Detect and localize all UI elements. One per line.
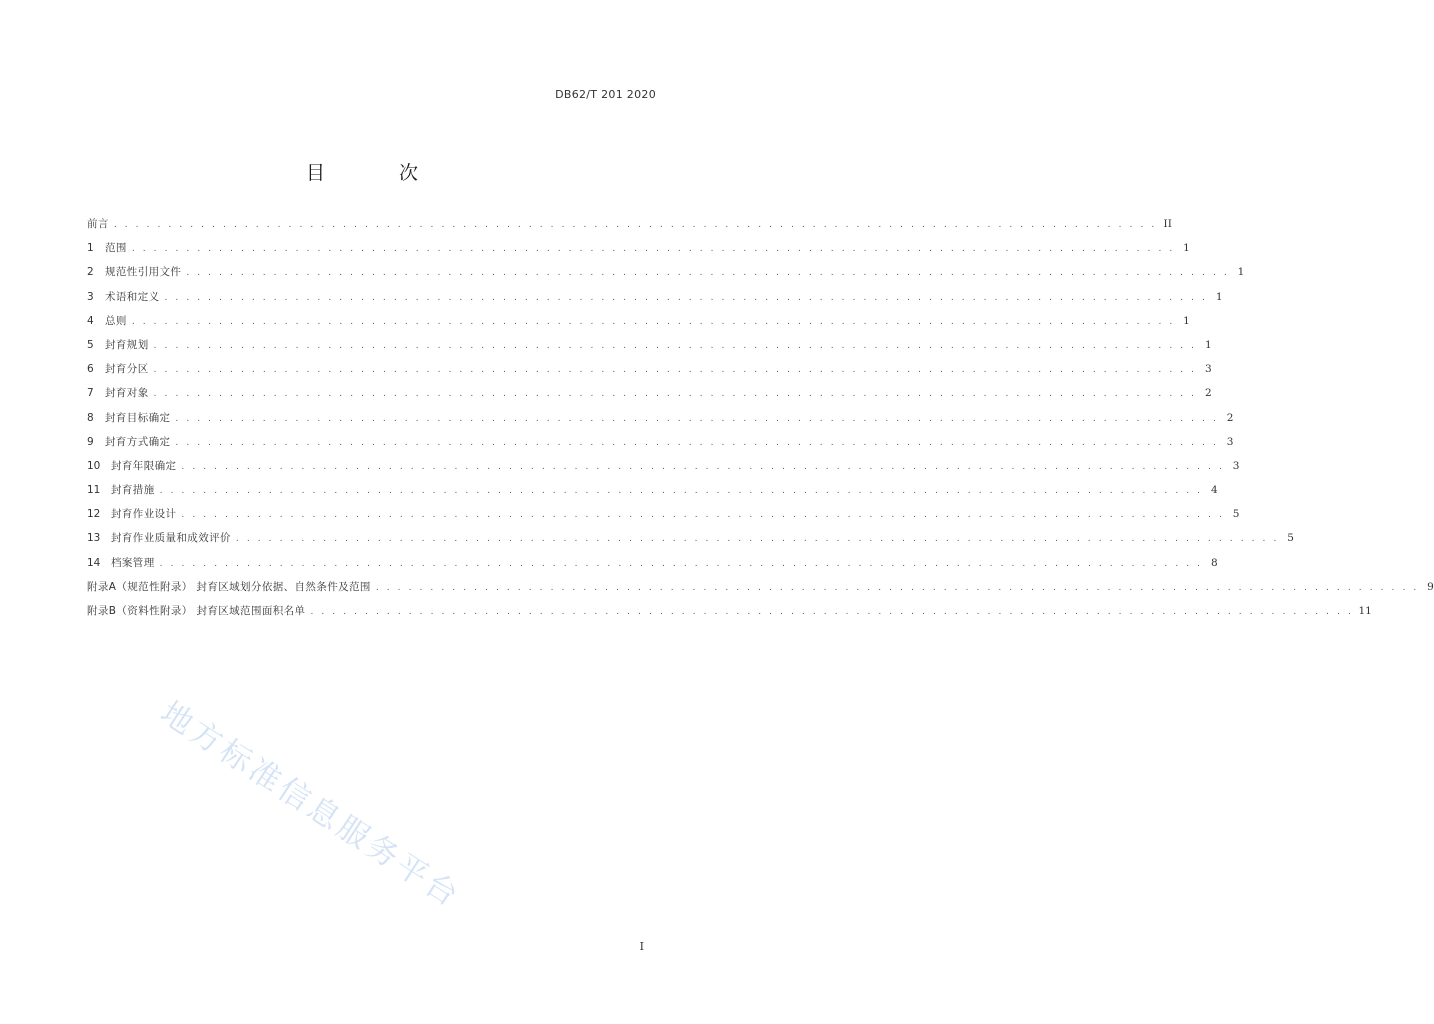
toc-entry-page: 3 [1204,363,1212,376]
toc-entry-appendix-b[interactable] [87,603,1372,627]
toc-entry-label: 封育作业设计 [111,508,177,521]
toc-entry-number: 11 [87,484,101,497]
toc-entry-number: 12 [87,508,101,521]
table-of-contents [87,216,1434,627]
toc-entry-label: 前言 [87,218,109,230]
toc-entry-2[interactable] [87,264,1245,288]
toc-entry-foreword[interactable] [87,216,1172,240]
toc-entry-number: 3 [87,290,94,303]
toc-entry-12[interactable] [87,506,1240,530]
toc-entry-label: 范围 [105,242,127,255]
toc-entry-page: 3 [1232,459,1240,472]
toc-entry-label: 附录A（规范性附录） 封育区域划分依据、自然条件及范围 [87,580,371,593]
toc-entry-page: 4 [1210,484,1218,497]
toc-entry-page: 11 [1358,605,1372,617]
toc-leader-dots: . . . . . . . . . . . . . . . . . . . . . . . . . . . . . . . . . . . . . . . . . . . . . . . . . . . . . . . . . . . . . . . . . . . . . . . . . . . . . . . . . . . . . . . . . . . . . . . . [153,365,1197,376]
toc-entry-page: 1 [1237,266,1245,279]
toc-leader-dots: . . . . . . . . . . . . . . . . . . . . . . . . . . . . . . . . . . . . . . . . . . . . . . . . . . . . . . . . . . . . . . . . . . . . . . . . . . . . . . . . . . . . . . . . . . . . . . . . [181,461,1225,472]
toc-entry-14[interactable] [87,555,1218,579]
toc-entry-label: 规范性引用文件 [105,266,182,279]
toc-entry-label: 档案管理 [111,556,155,569]
toc-entry-label: 封育措施 [111,484,155,497]
toc-entry-page: 2 [1226,411,1234,424]
toc-entry-page: 1 [1183,314,1190,327]
toc-entry-number: 1 [87,242,94,255]
toc-entry-number: 2 [87,266,94,279]
toc-entry-label: 封育分区 [105,363,149,376]
toc-entry-number: 10 [87,459,101,472]
toc-entry-page: 8 [1210,556,1218,569]
toc-entry-appendix-a[interactable] [87,579,1434,603]
toc-leader-dots: . . . . . . . . . . . . . . . . . . . . . . . . . . . . . . . . . . . . . . . . . . . . . . . . . . . . . . . . . . . . . . . . . . . . . . . . . . . . . . . . . . . . . . . . . . . . . . . . [186,268,1230,279]
toc-entry-number: 7 [87,387,94,400]
toc-entry-label: 总则 [105,314,127,327]
toc-entry-page: II [1163,218,1172,230]
toc-title: 目 次 [305,162,453,184]
toc-leader-dots: . . . . . . . . . . . . . . . . . . . . . . . . . . . . . . . . . . . . . . . . . . . . . . . . . . . . . . . . . . . . . . . . . . . . . . . . . . . . . . . . . . . . . . . . . . . . . . . . [159,486,1203,497]
toc-entry-1[interactable] [87,240,1190,264]
toc-entry-page: 9 [1427,580,1434,593]
toc-leader-dots: . . . . . . . . . . . . . . . . . . . . . . . . . . . . . . . . . . . . . . . . . . . . . . . . . . . . . . . . . . . . . . . . . . . . . . . . . . . . . . . . . . . . . . . . . . . . . . . . [175,437,1219,448]
toc-entry-page: 1 [1183,242,1190,255]
document-code: DB62/T 201 2020 [555,88,656,101]
toc-entry-page: 1 [1204,338,1212,351]
toc-entry-label: 封育对象 [105,387,149,400]
toc-entry-label: 术语和定义 [105,290,160,303]
toc-entry-5[interactable] [87,337,1212,361]
toc-entry-10[interactable] [87,458,1240,482]
toc-entry-4[interactable] [87,313,1190,337]
toc-leader-dots: . . . . . . . . . . . . . . . . . . . . . . . . . . . . . . . . . . . . . . . . . . . . . . . . . . . . . . . . . . . . . . . . . . . . . . . . . . . . . . . . . . . . . . . . . . . . . . . . [153,389,1197,400]
toc-leader-dots: . . . . . . . . . . . . . . . . . . . . . . . . . . . . . . . . . . . . . . . . . . . . . . . . . . . . . . . . . . . . . . . . . . . . . . . . . . . . . . . . . . . . . . . . . . . . . . . . [235,534,1279,545]
toc-entry-number: 13 [87,532,101,545]
toc-entry-6[interactable] [87,361,1212,385]
toc-leader-dots: . . . . . . . . . . . . . . . . . . . . . . . . . . . . . . . . . . . . . . . . . . . . . . . . . . . . . . . . . . . . . . . . . . . . . . . . . . . . . . . . . . . . . . . . . . . . . . . . [131,316,1175,327]
page-number: I [639,940,644,953]
toc-entry-page: 5 [1232,508,1240,521]
toc-entry-label: 封育年限确定 [111,459,177,472]
toc-leader-dots: . . . . . . . . . . . . . . . . . . . . . . . . . . . . . . . . . . . . . . . . . . . . . . . . . . . . . . . . . . . . . . . . . . . . . . . . . . . . . . . . . . . . . . . . . . . . . . . . [113,220,1157,230]
toc-leader-dots: . . . . . . . . . . . . . . . . . . . . . . . . . . . . . . . . . . . . . . . . . . . . . . . . . . . . . . . . . . . . . . . . . . . . . . . . . . . . . . . . . . . . . . . . . . . . . . . . [375,582,1419,593]
toc-entry-number: 6 [87,363,94,376]
toc-entry-page: 1 [1215,290,1223,303]
toc-leader-dots: . . . . . . . . . . . . . . . . . . . . . . . . . . . . . . . . . . . . . . . . . . . . . . . . . . . . . . . . . . . . . . . . . . . . . . . . . . . . . . . . . . . . . . . . . . . . . . . . [159,558,1203,569]
toc-entry-label: 附录B（资料性附录） 封育区域范围面积名单 [87,605,306,617]
toc-leader-dots: . . . . . . . . . . . . . . . . . . . . . . . . . . . . . . . . . . . . . . . . . . . . . . . . . . . . . . . . . . . . . . . . . . . . . . . . . . . . . . . . . . . . . . . . . . . . . . . . [164,292,1208,303]
toc-entry-page: 3 [1226,435,1234,448]
toc-leader-dots: . . . . . . . . . . . . . . . . . . . . . . . . . . . . . . . . . . . . . . . . . . . . . . . . . . . . . . . . . . . . . . . . . . . . . . . . . . . . . . . . . . . . . . . . . . . . . . . . [131,244,1175,255]
watermark-text: 地方标准信息服务平台 [154,694,468,916]
toc-entry-label: 封育方式确定 [105,435,171,448]
toc-entry-13[interactable] [87,530,1294,554]
toc-entry-label: 封育作业质量和成效评价 [111,532,231,545]
toc-entry-page: 5 [1287,532,1294,545]
toc-entry-number: 14 [87,556,101,569]
toc-entry-11[interactable] [87,482,1218,506]
toc-entry-number: 8 [87,411,94,424]
toc-entry-page: 2 [1204,387,1212,400]
toc-entry-number: 9 [87,435,94,448]
toc-entry-7[interactable] [87,385,1212,409]
toc-leader-dots: . . . . . . . . . . . . . . . . . . . . . . . . . . . . . . . . . . . . . . . . . . . . . . . . . . . . . . . . . . . . . . . . . . . . . . . . . . . . . . . . . . . . . . . . . . . . . . . . [153,340,1197,351]
toc-entry-number: 4 [87,314,94,327]
toc-leader-dots: . . . . . . . . . . . . . . . . . . . . . . . . . . . . . . . . . . . . . . . . . . . . . . . . . . . . . . . . . . . . . . . . . . . . . . . . . . . . . . . . . . . . . . . . . . . . . . . . [181,510,1225,521]
toc-entry-label: 封育目标确定 [105,411,171,424]
toc-entry-8[interactable] [87,410,1234,434]
toc-leader-dots: . . . . . . . . . . . . . . . . . . . . . . . . . . . . . . . . . . . . . . . . . . . . . . . . . . . . . . . . . . . . . . . . . . . . . . . . . . . . . . . . . . . . . . . . . . . . . . . . [310,607,1354,617]
toc-entry-number: 5 [87,338,94,351]
toc-entry-9[interactable] [87,434,1234,458]
toc-entry-3[interactable] [87,289,1223,313]
toc-leader-dots: . . . . . . . . . . . . . . . . . . . . . . . . . . . . . . . . . . . . . . . . . . . . . . . . . . . . . . . . . . . . . . . . . . . . . . . . . . . . . . . . . . . . . . . . . . . . . . . . [175,413,1219,424]
toc-entry-label: 封育规划 [105,338,149,351]
